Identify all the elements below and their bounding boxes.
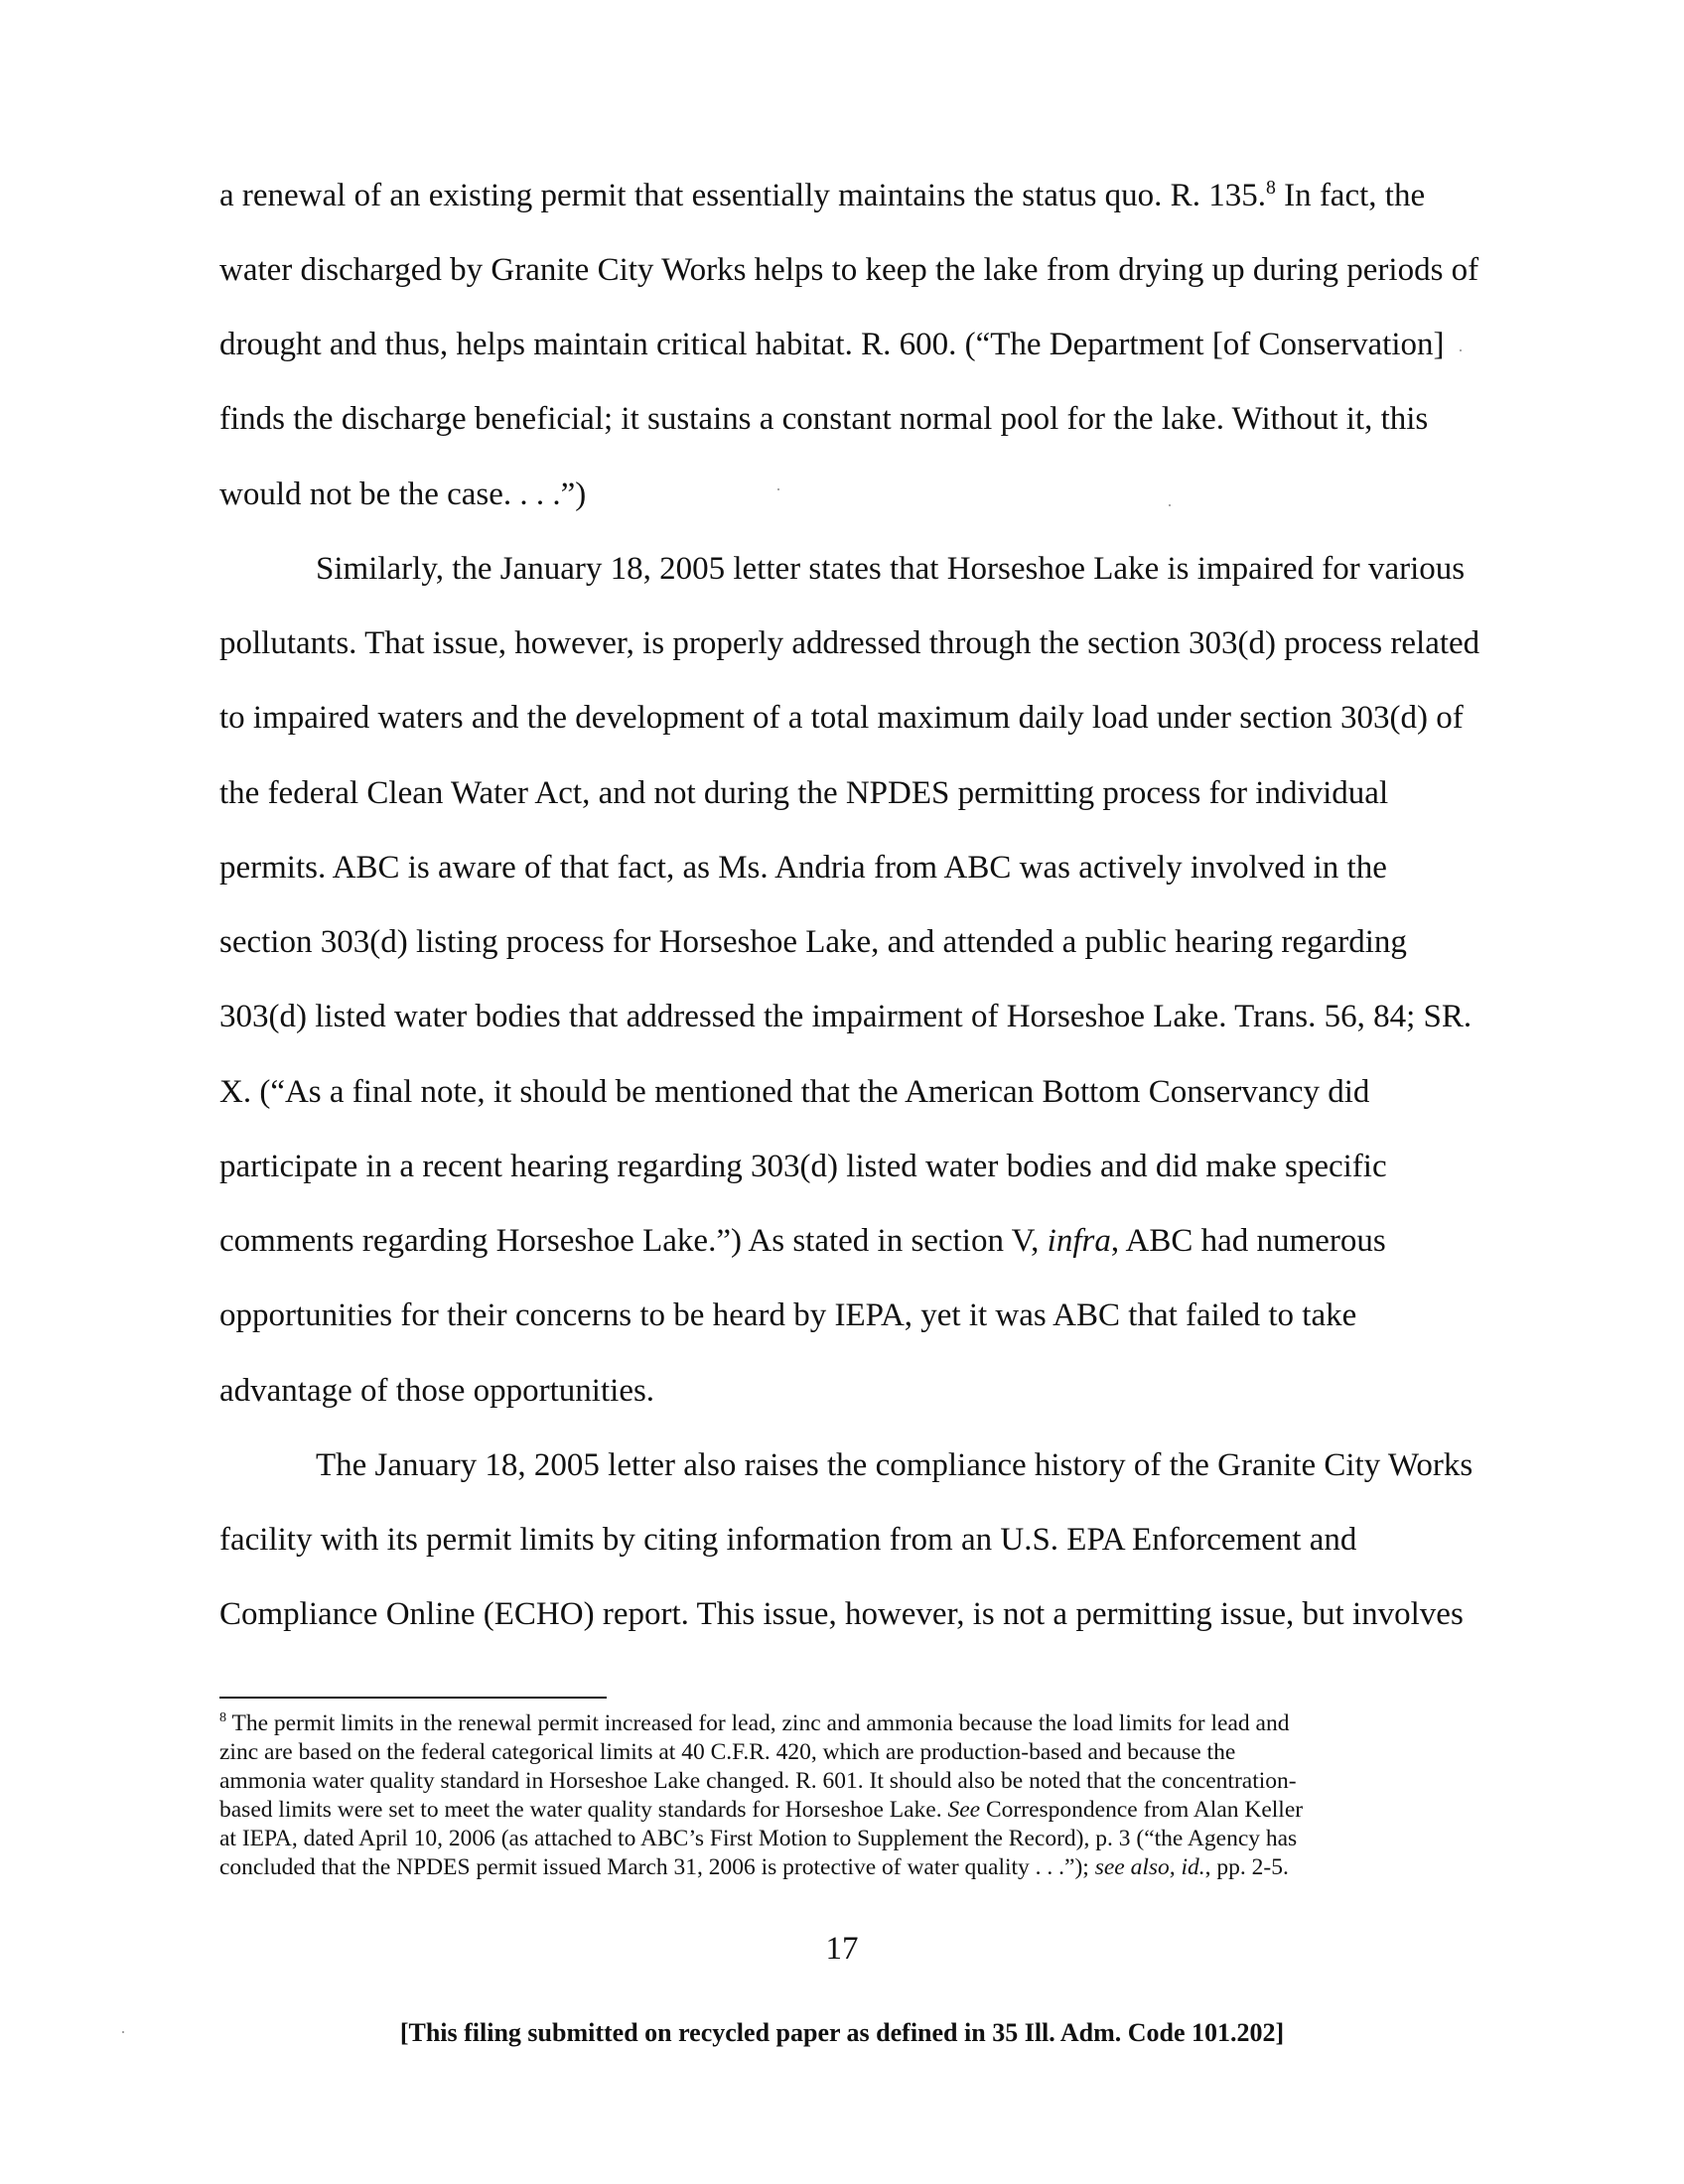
footnote-line-3: ammonia water quality standard in Horseshoe Lake changed. R. 601. It should also be noted that the concentration- <box>219 1768 1297 1794</box>
scan-speck <box>777 488 779 490</box>
body-line-8: to impaired waters and the development of a total maximum daily load under section 303(d) of <box>219 700 1464 736</box>
body-line-12: 303(d) listed water bodies that addressed the impairment of Horseshoe Lake. Trans. 56, 84; SR. <box>219 999 1473 1034</box>
body-line-15: comments regarding Horseshoe Lake.”) As stated in section V, infra, ABC had numerous <box>219 1223 1386 1259</box>
footnote-line-1: $^8$ The permit limits in the renewal permit increased for lead, zinc and ammonia because the load limits for lead and <box>219 1709 1290 1736</box>
body-line-18: The January 18, 2005 letter also raises the compliance history of the Granite City Works <box>316 1447 1474 1483</box>
scan-speck <box>122 2031 124 2033</box>
body-line-20: Compliance Online (ECHO) report. This issue, however, is not a permitting issue, but involves <box>219 1596 1464 1632</box>
body-line-4: finds the discharge beneficial; it sustains a constant normal pool for the lake. Without it, this <box>219 401 1429 437</box>
footnote-ref-8: 8 <box>1265 177 1276 199</box>
footnote-line-4: based limits were set to meet the water quality standards for Horseshoe Lake. See Correspondence from Alan Keller <box>219 1797 1304 1823</box>
recycled-paper-footer: [This filing submitted on recycled paper as defined in 35 Ill. Adm. Code 101.202] <box>399 2018 1285 2047</box>
body-line-13: X. (“As a final note, it should be mentioned that the American Bottom Conservancy did <box>219 1074 1370 1110</box>
footnote-marker: 8 <box>219 1709 227 1726</box>
footnote-line-2: zinc are based on the federal categorical limits at 40 C.F.R. 420, which are production-based and because the <box>219 1739 1236 1765</box>
body-line-5: would not be the case. . . .”) <box>219 477 587 512</box>
scan-speck <box>1460 349 1462 351</box>
scan-speck <box>1169 504 1171 506</box>
body-line-7: pollutants. That issue, however, is properly addressed through the section 303(d) process related <box>219 625 1480 661</box>
body-line-2: water discharged by Granite City Works helps to keep the lake from drying up during periods of <box>219 252 1479 288</box>
body-line-16: opportunities for their concerns to be heard by IEPA, yet it was ABC that failed to take <box>219 1297 1357 1333</box>
body-line-10: permits. ABC is aware of that fact, as Ms. Andria from ABC was actively involved in the <box>219 850 1387 886</box>
footnote-line-6: concluded that the NPDES permit issued March 31, 2006 is protective of water quality . . .”); see also, id., pp. 2-5. <box>219 1854 1289 1880</box>
page-number: 17 <box>825 1931 859 1967</box>
body-line-9: the federal Clean Water Act, and not during the NPDES permitting process for individual <box>219 775 1389 811</box>
body-line-1: a renewal of an existing permit that essentially maintains the status quo. R. 135.$^8$ In fact, the <box>219 177 1426 213</box>
body-line-19: facility with its permit limits by citing information from an U.S. EPA Enforcement and <box>219 1522 1357 1558</box>
body-line-11: section 303(d) listing process for Horseshoe Lake, and attended a public hearing regarding <box>219 924 1407 960</box>
body-line-14: participate in a recent hearing regarding 303(d) listed water bodies and did make specific <box>219 1149 1387 1184</box>
body-line-3: drought and thus, helps maintain critical habitat. R. 600. (“The Department [of Conservation] <box>219 327 1445 362</box>
body-line-17: advantage of those opportunities. <box>219 1373 655 1409</box>
body-line-6: Similarly, the January 18, 2005 letter states that Horseshoe Lake is impaired for various <box>316 551 1466 587</box>
footnote-separator <box>219 1697 607 1699</box>
footnote-line-5: at IEPA, dated April 10, 2006 (as attached to ABC’s First Motion to Supplement the Record), p. 3 (“the Agency has <box>219 1826 1298 1851</box>
